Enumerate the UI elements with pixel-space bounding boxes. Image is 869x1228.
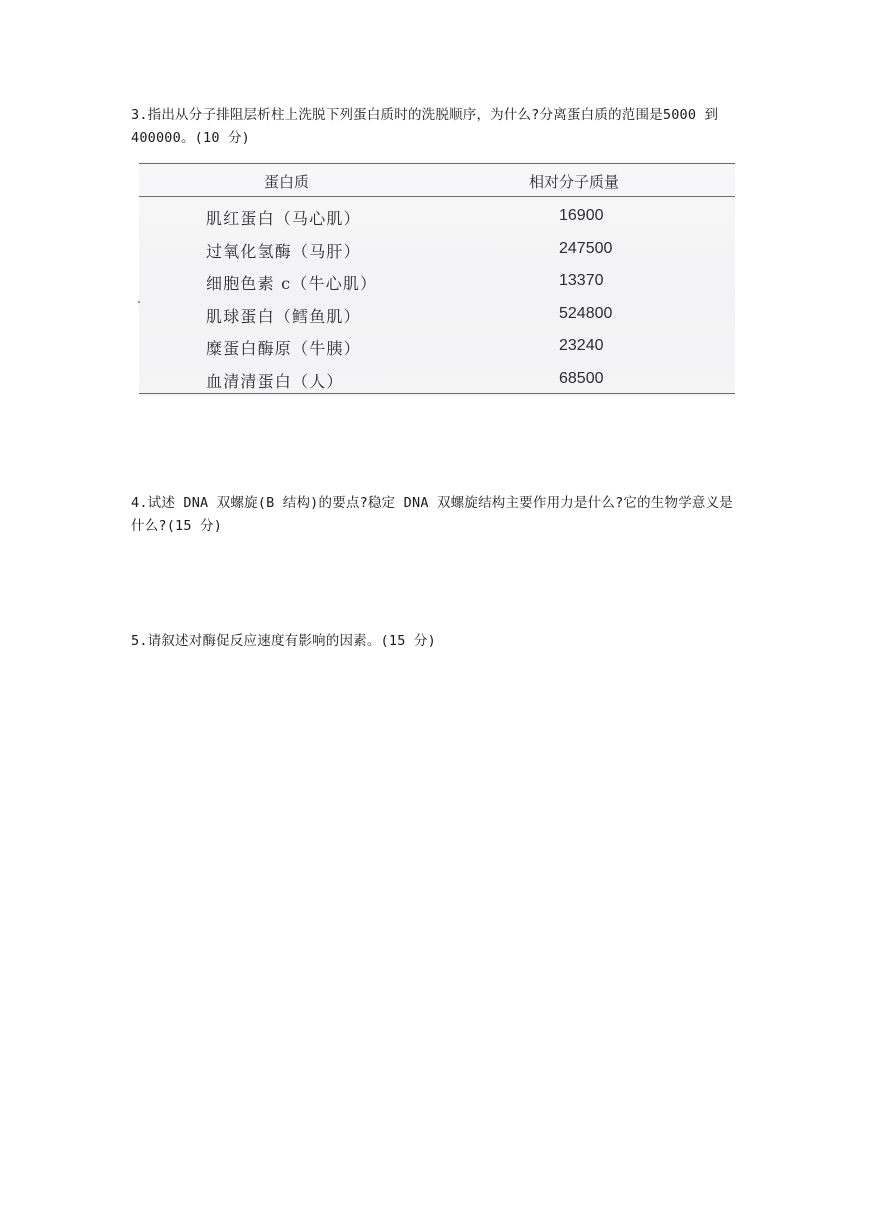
table-row bbox=[139, 267, 735, 300]
table-top-rule bbox=[139, 163, 735, 164]
molecular-mass: 524800 bbox=[559, 304, 613, 322]
question-5: 5.请叙述对酶促反应速度有影响的因素。(15 分) bbox=[131, 633, 436, 649]
column-header-molecular-mass: 相对分子质量 bbox=[529, 173, 620, 191]
table-body bbox=[139, 202, 735, 398]
column-header-protein: 蛋白质 bbox=[264, 173, 310, 191]
protein-name: 血清清蛋白（人） bbox=[206, 371, 344, 391]
protein-name: 细胞色素 c（牛心肌） bbox=[206, 274, 378, 294]
question-4: 4.试述 DNA 双螺旋(B 结构)的要点?稳定 DNA 双螺旋结构主要作用力是什么?它的生物学意义是什么?(15 分) bbox=[131, 495, 733, 534]
protein-name: 肌红蛋白（马心肌） bbox=[206, 209, 361, 228]
table-row bbox=[139, 235, 735, 268]
table-row bbox=[139, 332, 735, 365]
table-bottom-rule bbox=[139, 393, 735, 394]
scan-speck bbox=[138, 301, 140, 303]
protein-name: 肌球蛋白（鳕鱼肌） bbox=[206, 306, 361, 326]
protein-table-image bbox=[139, 162, 735, 396]
table-row bbox=[139, 202, 735, 235]
table-header-rule bbox=[139, 196, 735, 197]
protein-name: 糜蛋白酶原（牛胰） bbox=[206, 339, 361, 359]
molecular-mass: 16900 bbox=[559, 207, 604, 224]
table-row bbox=[139, 300, 735, 333]
molecular-mass: 13370 bbox=[559, 272, 604, 290]
molecular-mass: 247500 bbox=[559, 239, 613, 257]
molecular-mass: 23240 bbox=[559, 337, 604, 355]
molecular-mass: 68500 bbox=[559, 369, 604, 387]
protein-name: 过氧化氢酶（马肝） bbox=[206, 241, 361, 261]
question-3: 3.指出从分子排阻层析柱上洗脱下列蛋白质时的洗脱顺序，为什么?分离蛋白质的范围是5000 到 400000。(10 分) bbox=[131, 107, 719, 146]
